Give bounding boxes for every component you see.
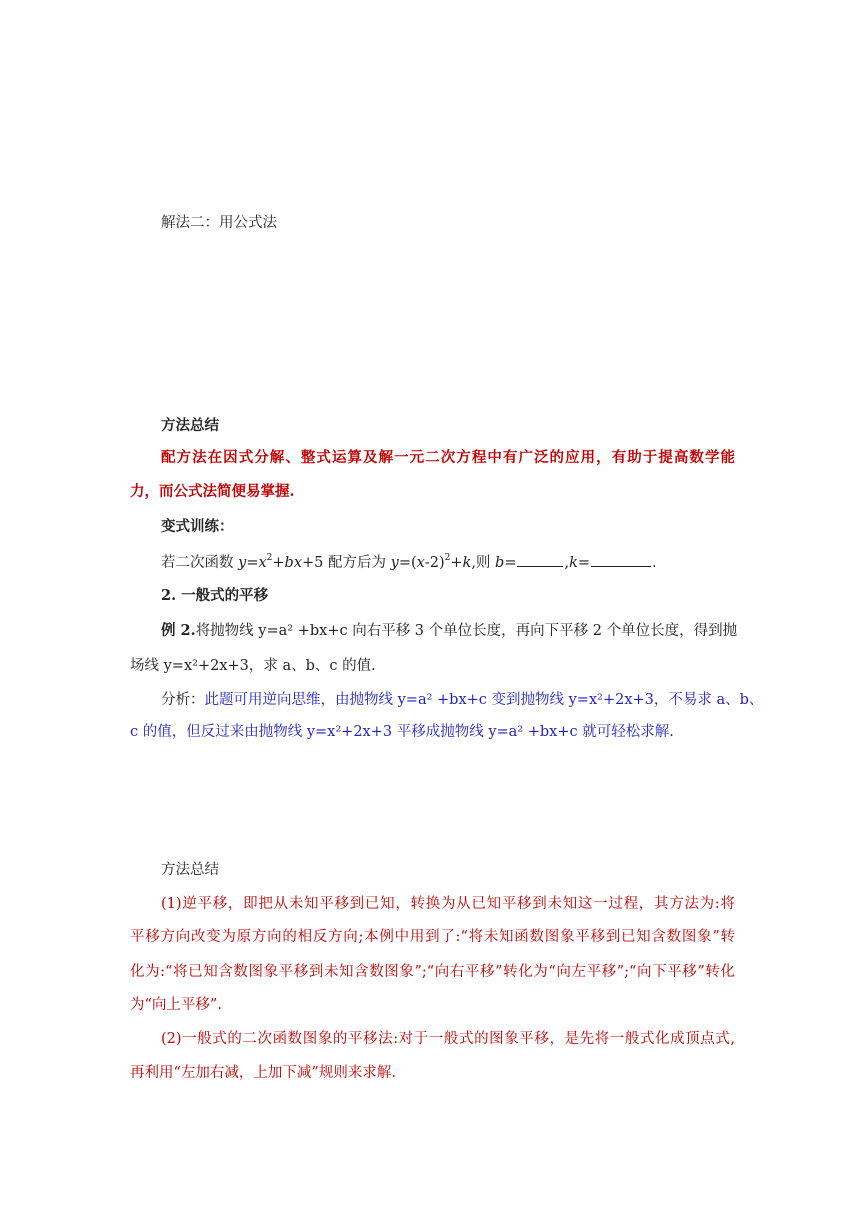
summary-2-p1-line-1: (1)逆平移，即把从未知平移到已知，转换为从已知平移到未知这一过程，其方法为:将 (161, 896, 735, 912)
summary-2-p2-line-1: (2)一般式的二次函数图象的平移法:对于一般式的图象平移，是先将一般式化成顶点式, (161, 1031, 735, 1047)
summary-2-p1-line-3: 化为:“将已知含数图象平移到未知含数图象”;“向右平移”转化为“向左平移”;“向下平移”转化 (130, 964, 735, 980)
variant-training-title: 变式训练： (161, 518, 234, 535)
analysis-line-2: c 的值，但反过来由抛物线 y=x²+2x+3 平移成抛物线 y=a² +bx+c 就可轻松求解. (130, 724, 674, 740)
analysis-line-1: 分析：此题可用逆向思维，由抛物线 y=a² +bx+c 变到抛物线 y=x²+2x+3，不易求 a、b、 (161, 692, 764, 708)
section-2-title: 2. 一般式的平移 (161, 587, 269, 604)
answer-blank-b[interactable] (517, 552, 563, 567)
example-2-line-1: 例 2.将抛物线 y=a² +bx+c 向右平移 3 个单位长度，再向下平移 2 个单位长度，得到抛 (161, 622, 738, 639)
variant-question: 若二次函数 $y=x^2+bx+5$ 配方后为 $y=(x-2)^2+k$,则 b= ,k= . (161, 553, 657, 571)
summary-2-title: 方法总结 (161, 862, 219, 878)
summary-2-p1-line-4: 为“向上平移”. (130, 997, 222, 1013)
answer-blank-k[interactable] (591, 552, 651, 567)
summary-1-line-2: 力，而公式法简便易掌握. (130, 483, 295, 500)
summary-2-p1-line-2: 平移方向改变为原方向的相反方向;本例中用到了:“将未知函数图象平移到已知含数图象”转 (130, 929, 735, 945)
summary-2-p2-line-2: 再利用“左加右减，上加下减”规则来求解. (130, 1065, 396, 1081)
solution-2-heading: 解法二：用公式法 (161, 215, 277, 231)
summary-1-title: 方法总结 (161, 417, 219, 434)
summary-1-line-1: 配方法在因式分解、整式运算及解一元二次方程中有广泛的应用，有助于提高数学能 (161, 449, 735, 466)
example-2-line-2: 场线 y=x²+2x+3，求 a、b、c 的值. (130, 658, 376, 674)
